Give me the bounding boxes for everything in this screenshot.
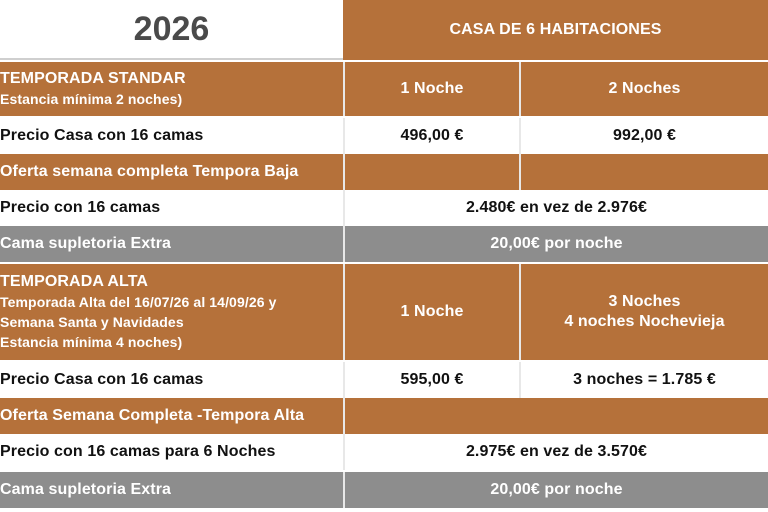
header-row: [0, 0, 768, 60]
standard-offer-empty-1: [343, 154, 519, 190]
standard-extra-bed-row: [0, 226, 768, 262]
standard-extra-bed-label: Cama supletoria Extra: [0, 226, 343, 262]
standard-offer-price-label: Precio con 16 camas: [0, 190, 343, 226]
standard-season-title: TEMPORADA STANDAR: [0, 70, 186, 87]
standard-offer-price-row: [0, 190, 768, 226]
standard-col-2-nights: 2 Noches: [519, 62, 768, 116]
high-offer-empty: [343, 398, 768, 434]
high-season-holidays: Semana Santa y Navidades: [0, 314, 184, 330]
high-season-dates: Temporada Alta del 16/07/26 al 14/09/26 y: [0, 294, 277, 310]
standard-season-row: [0, 62, 768, 116]
high-offer-row: [0, 398, 768, 434]
high-price-label: Precio Casa con 16 camas: [0, 362, 343, 398]
standard-price-row: [0, 118, 768, 154]
high-extra-bed-row: [0, 472, 768, 508]
high-col-3-nights: 3 Noches: [608, 293, 681, 310]
high-season-title-cell: [0, 264, 343, 360]
high-price-3-nights: 3 noches = 1.785 €: [519, 362, 768, 398]
house-type-label: CASA DE 6 HABITACIONES: [343, 0, 768, 60]
standard-col-1-night: 1 Noche: [343, 62, 519, 116]
standard-price-1-night: 496,00 €: [343, 118, 519, 154]
standard-extra-bed-price: 20,00€ por noche: [343, 226, 768, 262]
high-season-title: TEMPORADA ALTA: [0, 273, 149, 290]
standard-season-subtitle: Estancia mínima 2 noches): [0, 91, 183, 107]
standard-offer-row: [0, 154, 768, 190]
year-label: 2026: [0, 0, 343, 60]
high-offer-price-row: [0, 434, 768, 470]
standard-price-label: Precio Casa con 16 camas: [0, 118, 343, 154]
high-price-1-night: 595,00 €: [343, 362, 519, 398]
standard-season-title-cell: [0, 62, 343, 116]
standard-offer-label: Oferta semana completa Tempora Baja: [0, 154, 343, 190]
high-offer-price-label: Precio con 16 camas para 6 Noches: [0, 434, 343, 470]
high-col-nights-cell: [519, 264, 768, 360]
high-col-nochevieja: 4 noches Nochevieja: [564, 313, 725, 330]
high-price-row: [0, 362, 768, 398]
high-season-min-stay: Estancia mínima 4 noches): [0, 334, 183, 350]
standard-offer-price: 2.480€ en vez de 2.976€: [343, 190, 768, 226]
high-extra-bed-price: 20,00€ por noche: [343, 472, 768, 508]
high-season-row: [0, 264, 768, 360]
high-offer-label: Oferta Semana Completa -Tempora Alta: [0, 398, 343, 434]
standard-price-2-nights: 992,00 €: [519, 118, 768, 154]
high-offer-price: 2.975€ en vez de 3.570€: [343, 434, 768, 470]
high-extra-bed-label: Cama supletoria Extra: [0, 472, 343, 508]
high-col-1-night: 1 Noche: [343, 264, 519, 360]
standard-offer-empty-2: [519, 154, 768, 190]
